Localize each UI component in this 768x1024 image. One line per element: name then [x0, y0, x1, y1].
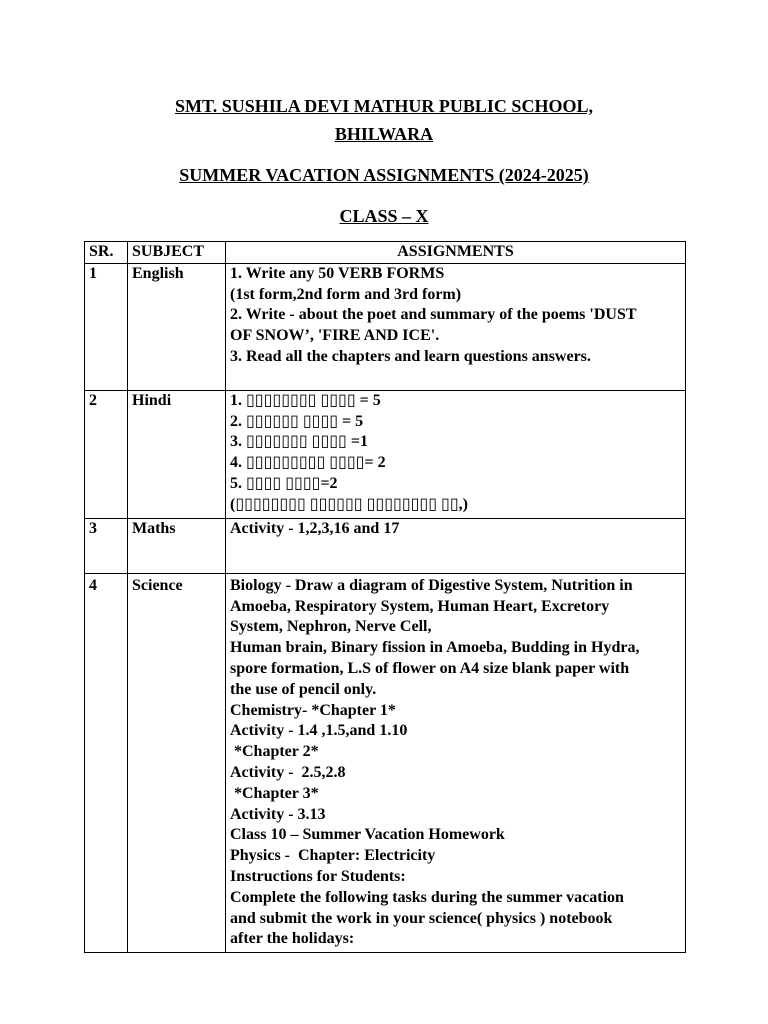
assignment-line: Human brain, Binary fission in Amoeba, Budding in Hydra,	[230, 639, 640, 657]
assignment-line: 1. Write any 50 VERB FORMS	[230, 264, 445, 282]
assignment-line: Activity - 3.13	[230, 805, 326, 823]
assignment-line: Instructions for Students:	[230, 867, 406, 885]
table-row-hindi	[85, 390, 686, 518]
header-assignments: ASSIGNMENTS	[226, 242, 686, 264]
assignment-line: *Chapter 3*	[230, 784, 319, 802]
assignment-line: (1st form,2nd form and 3rd form)	[230, 285, 462, 303]
row-sr: 4	[85, 573, 128, 952]
assignment-line: Complete the following tasks during the summer vacation	[230, 888, 624, 906]
assignment-line: Chemistry- *Chapter 1*	[230, 701, 396, 719]
assignment-line: Class 10 – Summer Vacation Homework	[230, 826, 505, 844]
assignment-line: 5. ▯▯▯▯ ▯▯▯▯=2	[230, 474, 338, 492]
assignment-line: 3. ▯▯▯▯▯▯▯ ▯▯▯▯ =1	[230, 433, 368, 451]
row-subject: Maths	[128, 518, 226, 573]
class-heading: CLASS – X	[339, 206, 429, 226]
assignment-line: Biology - Draw a diagram of Digestive System, Nutrition in	[230, 576, 633, 594]
header-subject: SUBJECT	[128, 242, 226, 264]
assignment-line: 2. Write - about the poet and summary of the poems 'DUST	[230, 306, 637, 324]
assignment-line: 2. ▯▯▯▯▯▯ ▯▯▯▯ = 5	[230, 412, 364, 430]
row-sr: 2	[85, 390, 128, 518]
school-name-line2: BHILWARA	[334, 124, 434, 144]
assignment-line: Amoeba, Respiratory System, Human Heart, Excretory	[230, 597, 610, 615]
assignment-line: 4. ▯▯▯▯▯▯▯▯▯ ▯▯▯▯= 2	[230, 454, 386, 472]
assignment-line: spore formation, L.S of flower on A4 size blank paper with	[230, 659, 630, 677]
row-assignments	[226, 263, 686, 390]
assignment-line: the use of pencil only.	[230, 680, 377, 698]
table-row-maths	[85, 518, 686, 573]
assignment-line: *Chapter 2*	[230, 743, 319, 761]
table-row-english	[85, 263, 686, 390]
assignment-line: OF SNOW’, 'FIRE AND ICE'.	[230, 327, 440, 345]
row-assignments	[226, 390, 686, 518]
assignment-line: 1. ▯▯▯▯▯▯▯▯ ▯▯▯▯ = 5	[230, 391, 381, 409]
assignment-line: and submit the work in your science( physics ) notebook	[230, 909, 613, 927]
assignment-line: Physics - Chapter: Electricity	[230, 847, 436, 865]
assignment-line: Activity - 1,2,3,16 and 17	[230, 519, 400, 537]
row-sr: 3	[85, 518, 128, 573]
row-subject: Hindi	[128, 390, 226, 518]
row-sr: 1	[85, 263, 128, 390]
row-assignments	[226, 518, 686, 573]
assignment-line: Activity - 1.4 ,1.5,and 1.10	[230, 722, 408, 740]
assignment-line: (▯▯▯▯▯▯▯▯ ▯▯▯▯▯▯ ▯▯▯▯▯▯▯▯ ▯▯,)	[230, 495, 468, 513]
document-title: SUMMER VACATION ASSIGNMENTS (2024-2025)	[179, 165, 589, 185]
row-assignments	[226, 573, 686, 952]
assignment-line: after the holidays:	[230, 930, 355, 948]
assignment-line: 3. Read all the chapters and learn questions answers.	[230, 347, 591, 365]
table-row-science	[85, 573, 686, 952]
row-subject: English	[128, 263, 226, 390]
assignment-line: System, Nephron, Nerve Cell,	[230, 618, 432, 636]
school-name-line1: SMT. SUSHILA DEVI MATHUR PUBLIC SCHOOL,	[175, 96, 593, 116]
header-sr: SR.	[85, 242, 128, 264]
table-header-row	[85, 242, 686, 264]
assignment-line: Activity - 2.5,2.8	[230, 763, 346, 781]
row-subject: Science	[128, 573, 226, 952]
assignments-table	[84, 241, 686, 953]
